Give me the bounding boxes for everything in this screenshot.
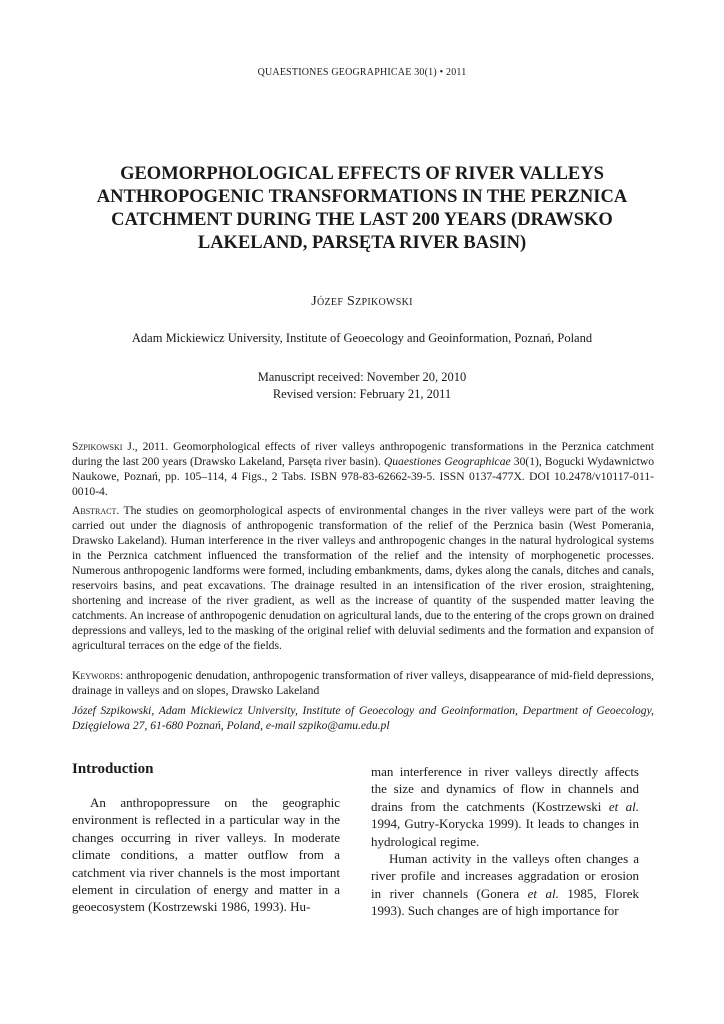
intro-p1-text-a: man interference in river valleys directly affects the size and dynamics of flow in channels and drains from the catchments (Kostrzewski	[371, 764, 639, 814]
citation-block	[72, 439, 654, 499]
keywords-text: : anthropogenic denudation, anthropogenic transformation of river valleys, disappearance of mid-field depressions, drainage in valleys and on slopes, Drawsko Lakeland	[72, 669, 654, 697]
author-address: Józef Szpikowski, Adam Mickiewicz University, Institute of Geoecology and Geoinformation, Department of Geoecology, Dzięgielowa 27, 61-680 Poznań, Poland, e-mail szpiko@amu.edu.pl	[72, 704, 654, 732]
journal-header: QUAESTIONES GEOGRAPHICAE 30(1) • 2011	[257, 67, 467, 78]
citation-text-a: J., 2011. Geomorphological effects of river valleys anthropogenic transformations in the Perznica catchment during the last 200 years (Drawsko Lakeland, Parsęta river basin).	[72, 440, 654, 468]
left-column	[72, 760, 340, 916]
right-column	[371, 763, 639, 920]
intro-p1-etal: et al.	[608, 798, 639, 814]
author-name: Józef Szpikowski	[311, 294, 413, 309]
intro-p1-text-b: 1994, Gutry-Korycka 1999). It leads to changes in hydrological regime.	[371, 816, 639, 849]
keywords-label: Keywords	[72, 669, 120, 682]
abstract-label: Abstract	[72, 504, 117, 517]
intro-paragraph-2	[371, 850, 639, 920]
citation-text-b: 30(1), Bogucki Wydawnictwo Naukowe, Poznań, pp. 105–114, 4 Figs., 2 Tabs. ISBN 978-83-62662-39-5. ISSN 0137-477X. DOI 10.2478/v10117-011-0010-4.	[72, 455, 655, 498]
intro-paragraph-1: An anthropopressure on the geographic environment is reflected in a particular way in the changes occurring in river valleys. In moderate climate conditions, a matter outflow from a catchment via river channels is the most important element in circulation of energy and matter in a geoecosystem (Kostrzewski 1986, 1993). Hu-	[72, 795, 340, 915]
citation-author: Szpikowski	[72, 440, 123, 453]
intro-p2-text-a: Human activity in the valleys often changes a river profile and increases aggradation or erosion in river channels (Gonera	[371, 851, 639, 901]
intro-p2-text-b: 1985, Florek 1993). Such changes are of high importance for	[371, 885, 639, 919]
abstract-block	[72, 503, 654, 653]
keywords-block	[72, 668, 654, 698]
revised-version-date: Revised version: February 21, 2011	[272, 387, 452, 401]
author-affiliation: Adam Mickiewicz University, Institute of Geoecology and Geoinformation, Poznań, Poland	[131, 331, 593, 345]
abstract-text: . The studies on geomorphological aspects of environmental changes in the river valleys were part of the work carried out under the diagnosis of anthropogenic transformation of the relief of the Perznica basin (West Pomerania, Drawsko Lakeland). Human interference in the river valleys and anthropogenic changes in the natural hydrological systems in the Perznica catchment influenced the transformation of the relief and the intensity of morphogenetic processes. Numerous anthropogenic landforms were formed, including embankments, dams, dykes along the canals, ditches and canals, reservoirs basins, and peat excavations. The drainage resulted in an intensification of the river erosion, straightening, shortening and increase of the river gradient, as well as the increase of quantity of the suspended matter leaving the catchments. An increase of anthropogenic denudation on agricultural lands, due to the entering of the crops grown on drained depressions and valleys, led to the masking of the original relief with deluvial sediments and the formation and expansion of agricultural terraces on the edge of the fields.	[72, 504, 654, 652]
section-heading-introduction: Introduction	[72, 761, 154, 777]
manuscript-received-date: Manuscript received: November 20, 2010	[257, 370, 467, 384]
citation-journal: Quaestiones Geographicae	[383, 455, 511, 468]
intro-paragraph-1-continued	[371, 763, 639, 850]
paper-title: GEOMORPHOLOGICAL EFFECTS OF RIVER VALLEYS ANTHROPOGENIC TRANSFORMATIONS IN THE PERZNICA CATCHMENT DURING THE LAST 200 YEARS (DRAWSKO LAKELAND, PARSĘTA RIVER BASIN)	[96, 164, 628, 253]
intro-p2-etal: et al.	[527, 885, 559, 901]
